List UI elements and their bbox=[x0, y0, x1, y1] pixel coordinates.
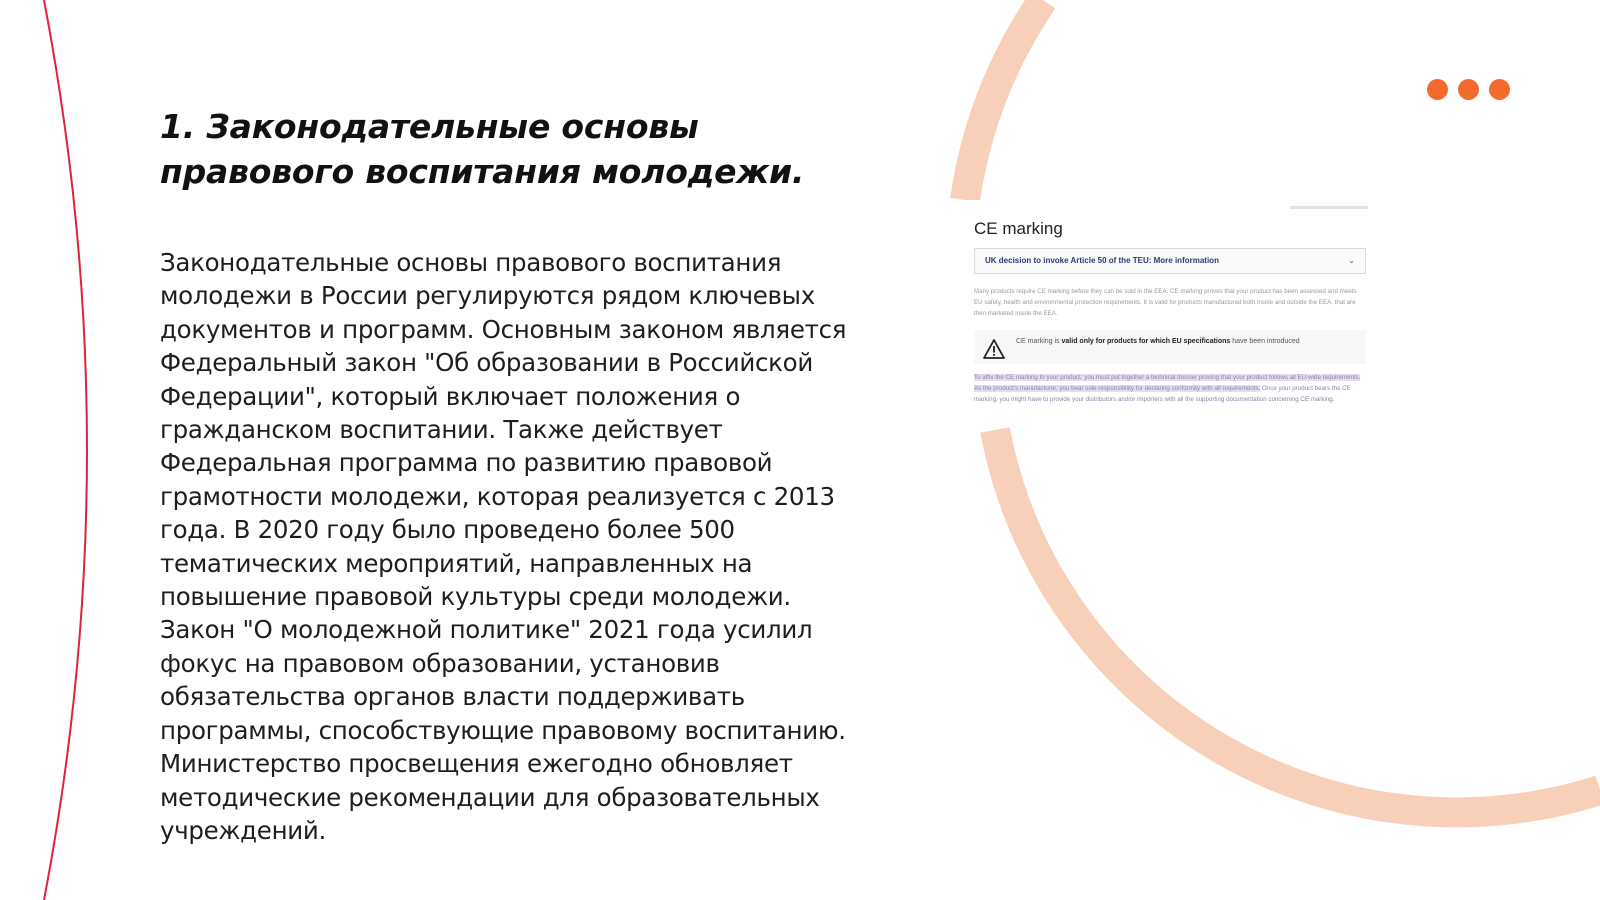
dot bbox=[1458, 79, 1479, 100]
warning-bold: valid only for products for which EU specifications bbox=[1061, 338, 1231, 345]
dot bbox=[1427, 79, 1448, 100]
embedded-screenshot bbox=[962, 200, 1372, 425]
three-dots-icon bbox=[1427, 79, 1510, 100]
paragraph-2-rest: Once your product bears the CE marking, you might have to provide your distributors and/or importers with all the supporting documentation concerning CE marking. bbox=[974, 385, 1351, 403]
slide-title bbox=[160, 104, 880, 194]
screenshot-paragraph: Many products require CE marking before they can be sold in the EEA. CE marking proves that your product has been assessed and meets EU safety, health and environmental protection requirements. It is valid for products manufactured both inside and outside the EEA, that are then marketed inside the EEA. bbox=[974, 288, 1357, 317]
screenshot-warning-box bbox=[974, 330, 1366, 364]
title-line-1: 1. Законодательные основы bbox=[160, 107, 699, 146]
screenshot-paragraph-2 bbox=[974, 372, 1366, 405]
warning-prefix: CE marking is bbox=[1016, 338, 1062, 345]
warning-text bbox=[1016, 338, 1300, 345]
slide-body-text: Законодательные основы правового воспитания молодежи в России регулируются рядом ключевых документов и программ. Основным законом является Федеральный закон "Об образовании в Российской Федерации", который включает положения о гражданском воспитании. Также действует Федеральная программа по развитию правовой грамотности молодежи, которая реализуется с 2013 года. В 2020 году было проведено более 500 тематических мероприятий, направленных на повышение правовой культуры среди молодежи. Закон "О молодежной политике" 2021 года усилил фокус на правовом образовании, установив обязательства органов власти поддерживать программы, способствующие правовому воспитанию. Министерство просвещения ежегодно обновляет методические рекомендации для образовательных учреждений. bbox=[160, 248, 847, 845]
chevron-down-icon: ⌄ bbox=[1348, 256, 1355, 265]
warning-triangle-icon bbox=[982, 338, 1006, 360]
peach-arc-top bbox=[965, 0, 1043, 200]
peach-arc-bottom bbox=[995, 430, 1600, 812]
dot bbox=[1489, 79, 1510, 100]
left-curve-line bbox=[44, 0, 87, 900]
title-line-2: правового воспитания молодежи. bbox=[160, 152, 805, 191]
screenshot-dropdown bbox=[974, 248, 1366, 274]
screenshot-top-divider bbox=[1290, 206, 1368, 209]
highlighted-text: To affix the CE marking to your product, you must put together a technical dossier proving that your product follows all EU-wide requirements. As the product's manufacturer, you bear sole responsibility for declaring conformity with all requirements. bbox=[974, 374, 1361, 392]
warning-suffix: have been introduced bbox=[1230, 338, 1300, 345]
dropdown-value: UK decision to invoke Article 50 of the TEU: More information bbox=[985, 256, 1219, 265]
screenshot-heading: CE marking bbox=[974, 219, 1063, 238]
